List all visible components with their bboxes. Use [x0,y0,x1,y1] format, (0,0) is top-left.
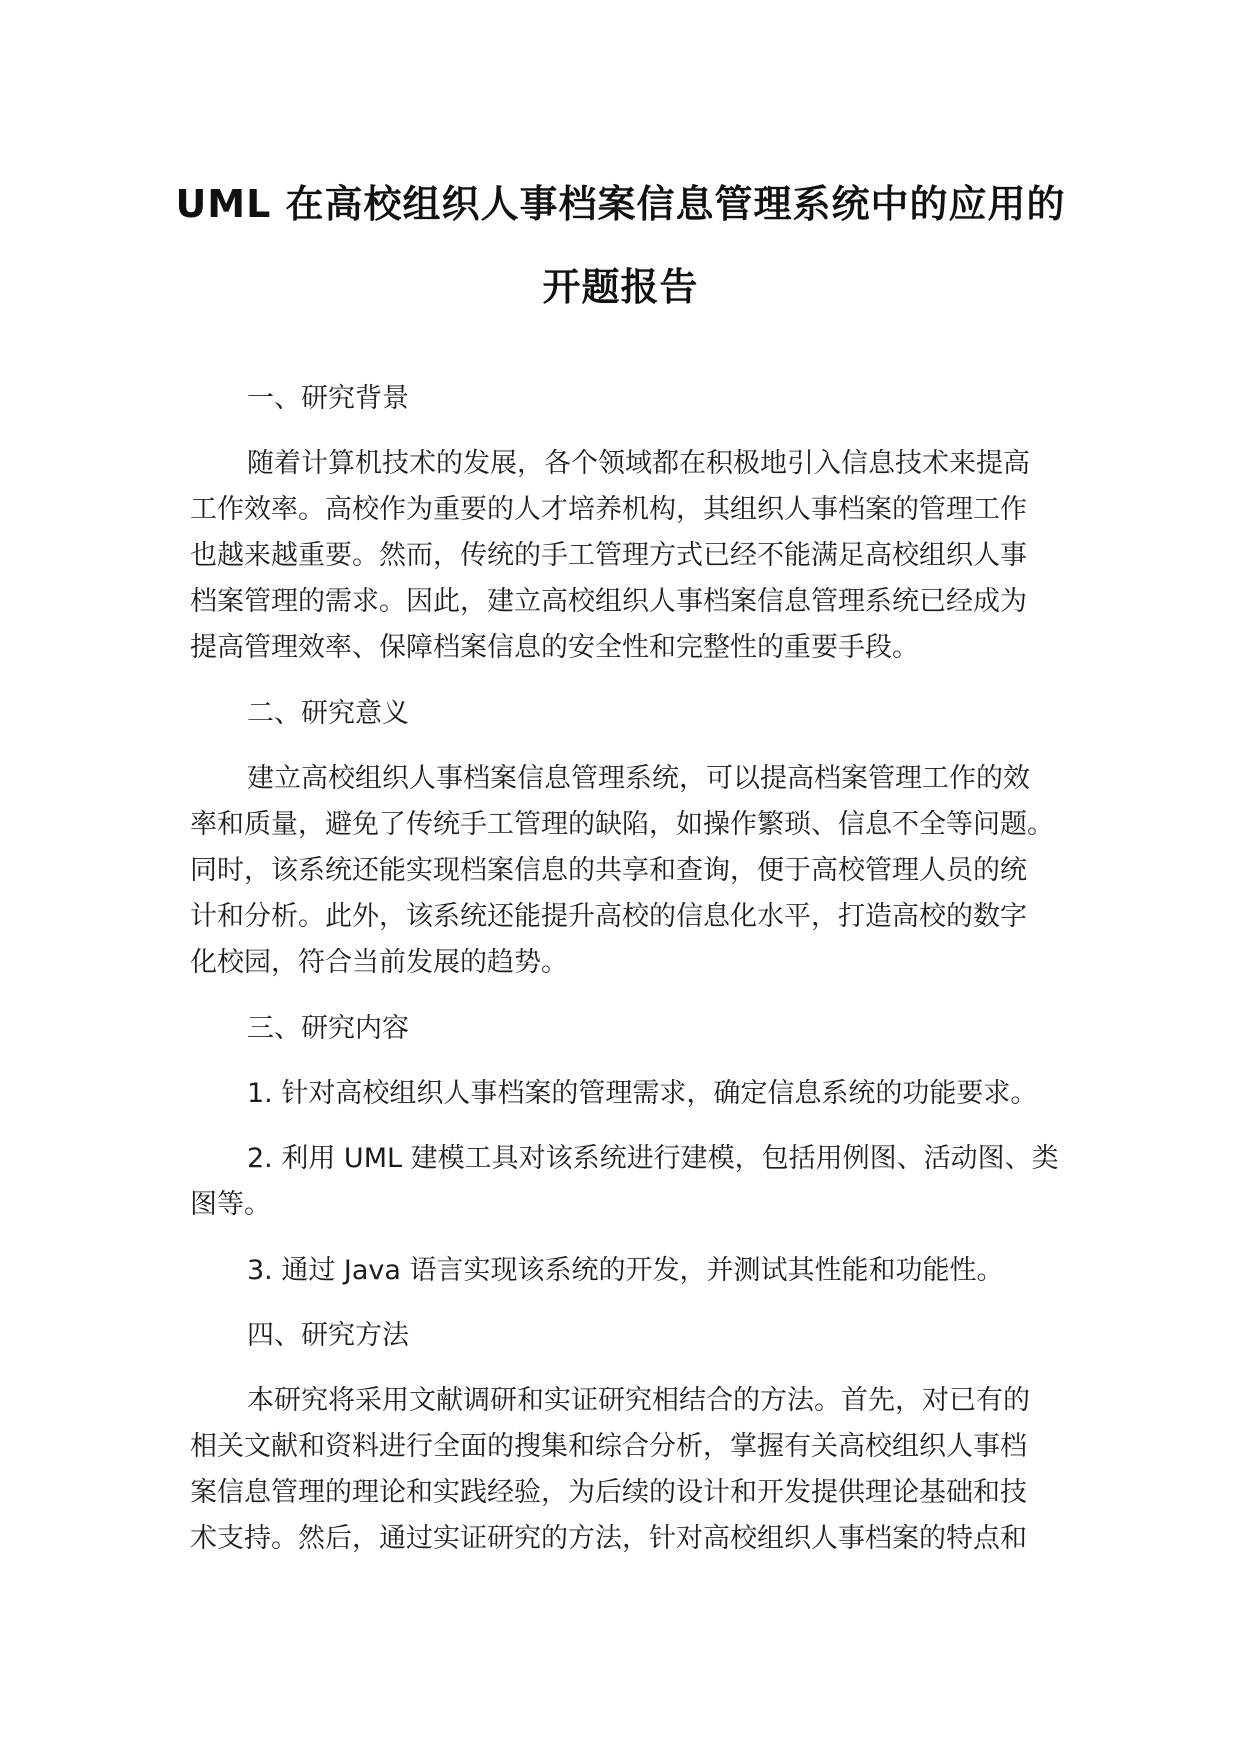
paragraph-line: 提高管理效率、保障档案信息的安全性和完整性的重要手段。 [190,632,919,663]
list-item-2-continuation: 图等。 [190,1189,271,1220]
paragraph-line: 本研究将采用文献调研和实证研究相结合的方法。首先，对已有的 [247,1385,1030,1416]
list-item-1: 1. 针对高校组织人事档案的管理需求，确定信息系统的功能要求。 [247,1078,1038,1109]
paragraph-line: 率和质量，避免了传统手工管理的缺陷，如操作繁琐、信息不全等问题。 [190,809,1054,840]
paragraph-line: 工作效率。高校作为重要的人才培养机构，其组织人事档案的管理工作 [190,494,1027,525]
paragraph-line: 也越来越重要。然而，传统的手工管理方式已经不能满足高校组织人事 [190,540,1027,571]
document-title-line-2: 开题报告 [542,265,699,309]
section-heading-content: 三、研究内容 [247,1013,409,1044]
document-title-line-1: UML 在高校组织人事档案信息管理系统中的应用的 [175,182,1066,226]
paragraph-line: 同时，该系统还能实现档案信息的共享和查询，便于高校管理人员的统 [190,855,1027,886]
paragraph-line: 化校园，符合当前发展的趋势。 [190,947,568,978]
section-heading-method: 四、研究方法 [247,1320,409,1351]
paragraph-line: 案信息管理的理论和实践经验，为后续的设计和开发提供理论基础和技 [190,1477,1027,1508]
section-heading-background: 一、研究背景 [247,383,409,414]
list-item-2: 2. 利用 UML 建模工具对该系统进行建模，包括用例图、活动图、类 [247,1143,1059,1174]
paragraph-line: 档案管理的需求。因此，建立高校组织人事档案信息管理系统已经成为 [190,586,1027,617]
section-heading-significance: 二、研究意义 [247,698,409,729]
paragraph-line: 术支持。然后，通过实证研究的方法，针对高校组织人事档案的特点和 [190,1523,1027,1554]
list-item-3: 3. 通过 Java 语言实现该系统的开发，并测试其性能和功能性。 [247,1255,1004,1286]
paragraph-line: 随着计算机技术的发展，各个领域都在积极地引入信息技术来提高 [247,448,1030,479]
paragraph-line: 相关文献和资料进行全面的搜集和综合分析，掌握有关高校组织人事档 [190,1431,1027,1462]
paragraph-line: 计和分析。此外，该系统还能提升高校的信息化水平，打造高校的数字 [190,901,1027,932]
paragraph-line: 建立高校组织人事档案信息管理系统，可以提高档案管理工作的效 [247,763,1030,794]
